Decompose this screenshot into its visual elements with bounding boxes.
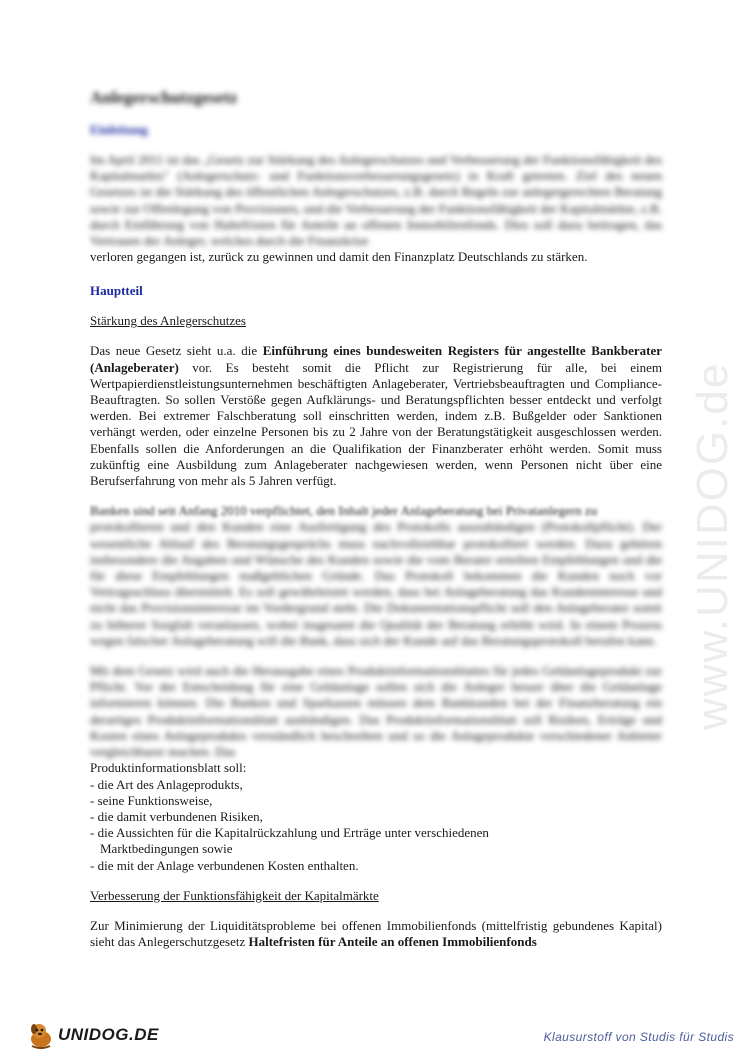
list-item: - die damit verbundenen Risiken,	[90, 808, 263, 824]
dog-icon	[26, 1020, 56, 1050]
subheading-anlegerschutz: Stärkung des Anlegerschutzes	[90, 313, 246, 329]
requirements-list	[90, 777, 662, 874]
watermark-area	[670, 280, 750, 740]
paragraph-haltefristen: Zur Minimierung der Liquiditätsprobleme bei offenen Immobilienfonds (mittelfristig gebundenes Kapital) sieht das Anlegerschutzgesetz Haltefristen für Anteile an offenen Immobilienfonds	[90, 917, 662, 949]
paragraph-register: Das neue Gesetz sieht u.a. die Einführung eines bundesweiten Registers für angestellte Bankberater (Anlageberater) vor. Es besteht somit die Pflicht zur Registrierung für alle, bei einem Wertpapierdienstleistungsunternehmen beschäftigten Anlageberater, Vertriebsbeauftragten und Compliance-Beauftragten. So sollen Verstöße gegen Aufklärungs- und Beratungspflichten besser entdeckt und verfolgt werden. Bei extremer Falschberatung soll einschritten werden, indem z.B. Bußgelder oder Sanktionen verhängt werden, oder einzelne Personen bis zu 2 Jahre von der Beratungstätigkeit ausgeschlossen werden. Ebenfalls sollen die Anforderungen an die Qualifikation der Finanzberater erhöht werden. Somit muss zukünftig eine Ausbildung zum Anlageberater nachgewiesen werden, wenn Personen nicht über eine Berufserfahrung von mehr als 5 Jahren verfügt.	[90, 343, 662, 489]
list-item: - seine Funktionsweise,	[90, 792, 213, 808]
document-title: Anlegerschutzgesetz	[90, 88, 238, 107]
list-item: - die Aussichten für die Kapitalrückzahlung und Erträge unter verschiedenen	[90, 825, 489, 841]
list-item: - die mit der Anlage verbundenen Kosten enthalten.	[90, 857, 359, 873]
paragraph-protokoll-first: Banken sind seit Anfang 2010 verpflichtet, den Inhalt jeder Anlageberatung bei Privatanlegern zu	[90, 503, 598, 519]
unidog-logo	[26, 1018, 186, 1052]
document-page	[90, 88, 662, 950]
paragraph-produktinfo: Mit dem Gesetz wird auch die Herausgabe eines Produktinformationsblattes für jedes Geldanlageprodukt zur Pflicht. Vor der Entscheidung für eine Geldanlage sollen sich die Anleger besser über die Geldanlage informieren können. Die Banken und Sparkassen müssen dem Bankkunden bei der Finanzberatung ein derartiges Produktinformationsblatt aushändigen. Das Produktinformationsblatt soll Risiken, Erträge und Kosten eines Anlageprodukts verständlich beschreiben und so die Anlageprodukte verschiedener Anbieter vergleichbarer machen. Das	[90, 663, 662, 760]
intro-last-line: verloren gegangen ist, zurück zu gewinnen und damit den Finanzplatz Deutschlands zu stärken.	[90, 249, 588, 265]
intro-heading: Einleitung	[90, 122, 148, 137]
watermark-text: www.UNIDOG.de	[688, 361, 737, 730]
subheading-kapitalmaerkte: Verbesserung der Funktionsfähigkeit der Kapitalmärkte	[90, 887, 379, 903]
list-item: Marktbedingungen sowie	[100, 841, 233, 857]
footer-tagline: Klausurstoff von Studis für Studis	[543, 1030, 734, 1044]
intro-paragraph: Im April 2011 ist das „Gesetz zur Stärkung des Anlegerschutzes und Verbesserung der Funktionsfähigkeit des Kapitalmarkts" (Anlegerschutz- und Funktionsverbesserungsgesetz) in Kraft getreten. Ziel des neuen Gesetzes ist die Stärkung des öffentlichen Anlegerschutzes, z.B. durch Regeln zur anlegergerechten Beratung sowie zur Offenlegung von Provisionen, und die Verbesserung der Funktionsfähigkeit der Kapitalmärkte, z.B. durch Einführung von Haltefristen für Anteile an offenen Immobilienfonds. Dies soll dazu beitragen, das Vertrauen der Anleger, welches durch die Finanzkrise	[90, 152, 662, 249]
logo-text: UNIDOG.DE	[58, 1025, 159, 1044]
main-heading: Hauptteil	[90, 283, 143, 299]
list-item: - die Art des Anlageprodukts,	[90, 776, 243, 792]
list-intro: Produktinformationsblatt soll:	[90, 760, 247, 776]
paragraph-protokoll: protokollieren und den Kunden eine Ausfertigung des Protokolls auszuhändigen (Protokollpflicht). Der wesentliche Ablauf des Beratungsgesprächs muss nachvollziehbar protokolliert werden. Dazu gehören insbesondere die Angaben und Wünsche des Kunden sowie die vom Berater erteilten Empfehlungen und die für diese Empfehlungen maßgeblichen Gründe. Das Protokoll bekommen die Kunden noch vor Vertragsschluss übermittelt. Es soll gewährleistet werden, dass bei Anlageberatung das Kundeninteresse und nicht das Provisionsinteresse im Vordergrund steht. Die Dokumentationspflicht soll den Anlageberater somit zu höherer Sorgfalt veranlassen, wobei insgesamt die Qualität der Beratung erhöht wird. In einem Prozess wegen falscher Anlageberatung will die Bank, dass sich der Kunde auf das Beratungsprotokoll berufen kann.	[90, 519, 662, 648]
